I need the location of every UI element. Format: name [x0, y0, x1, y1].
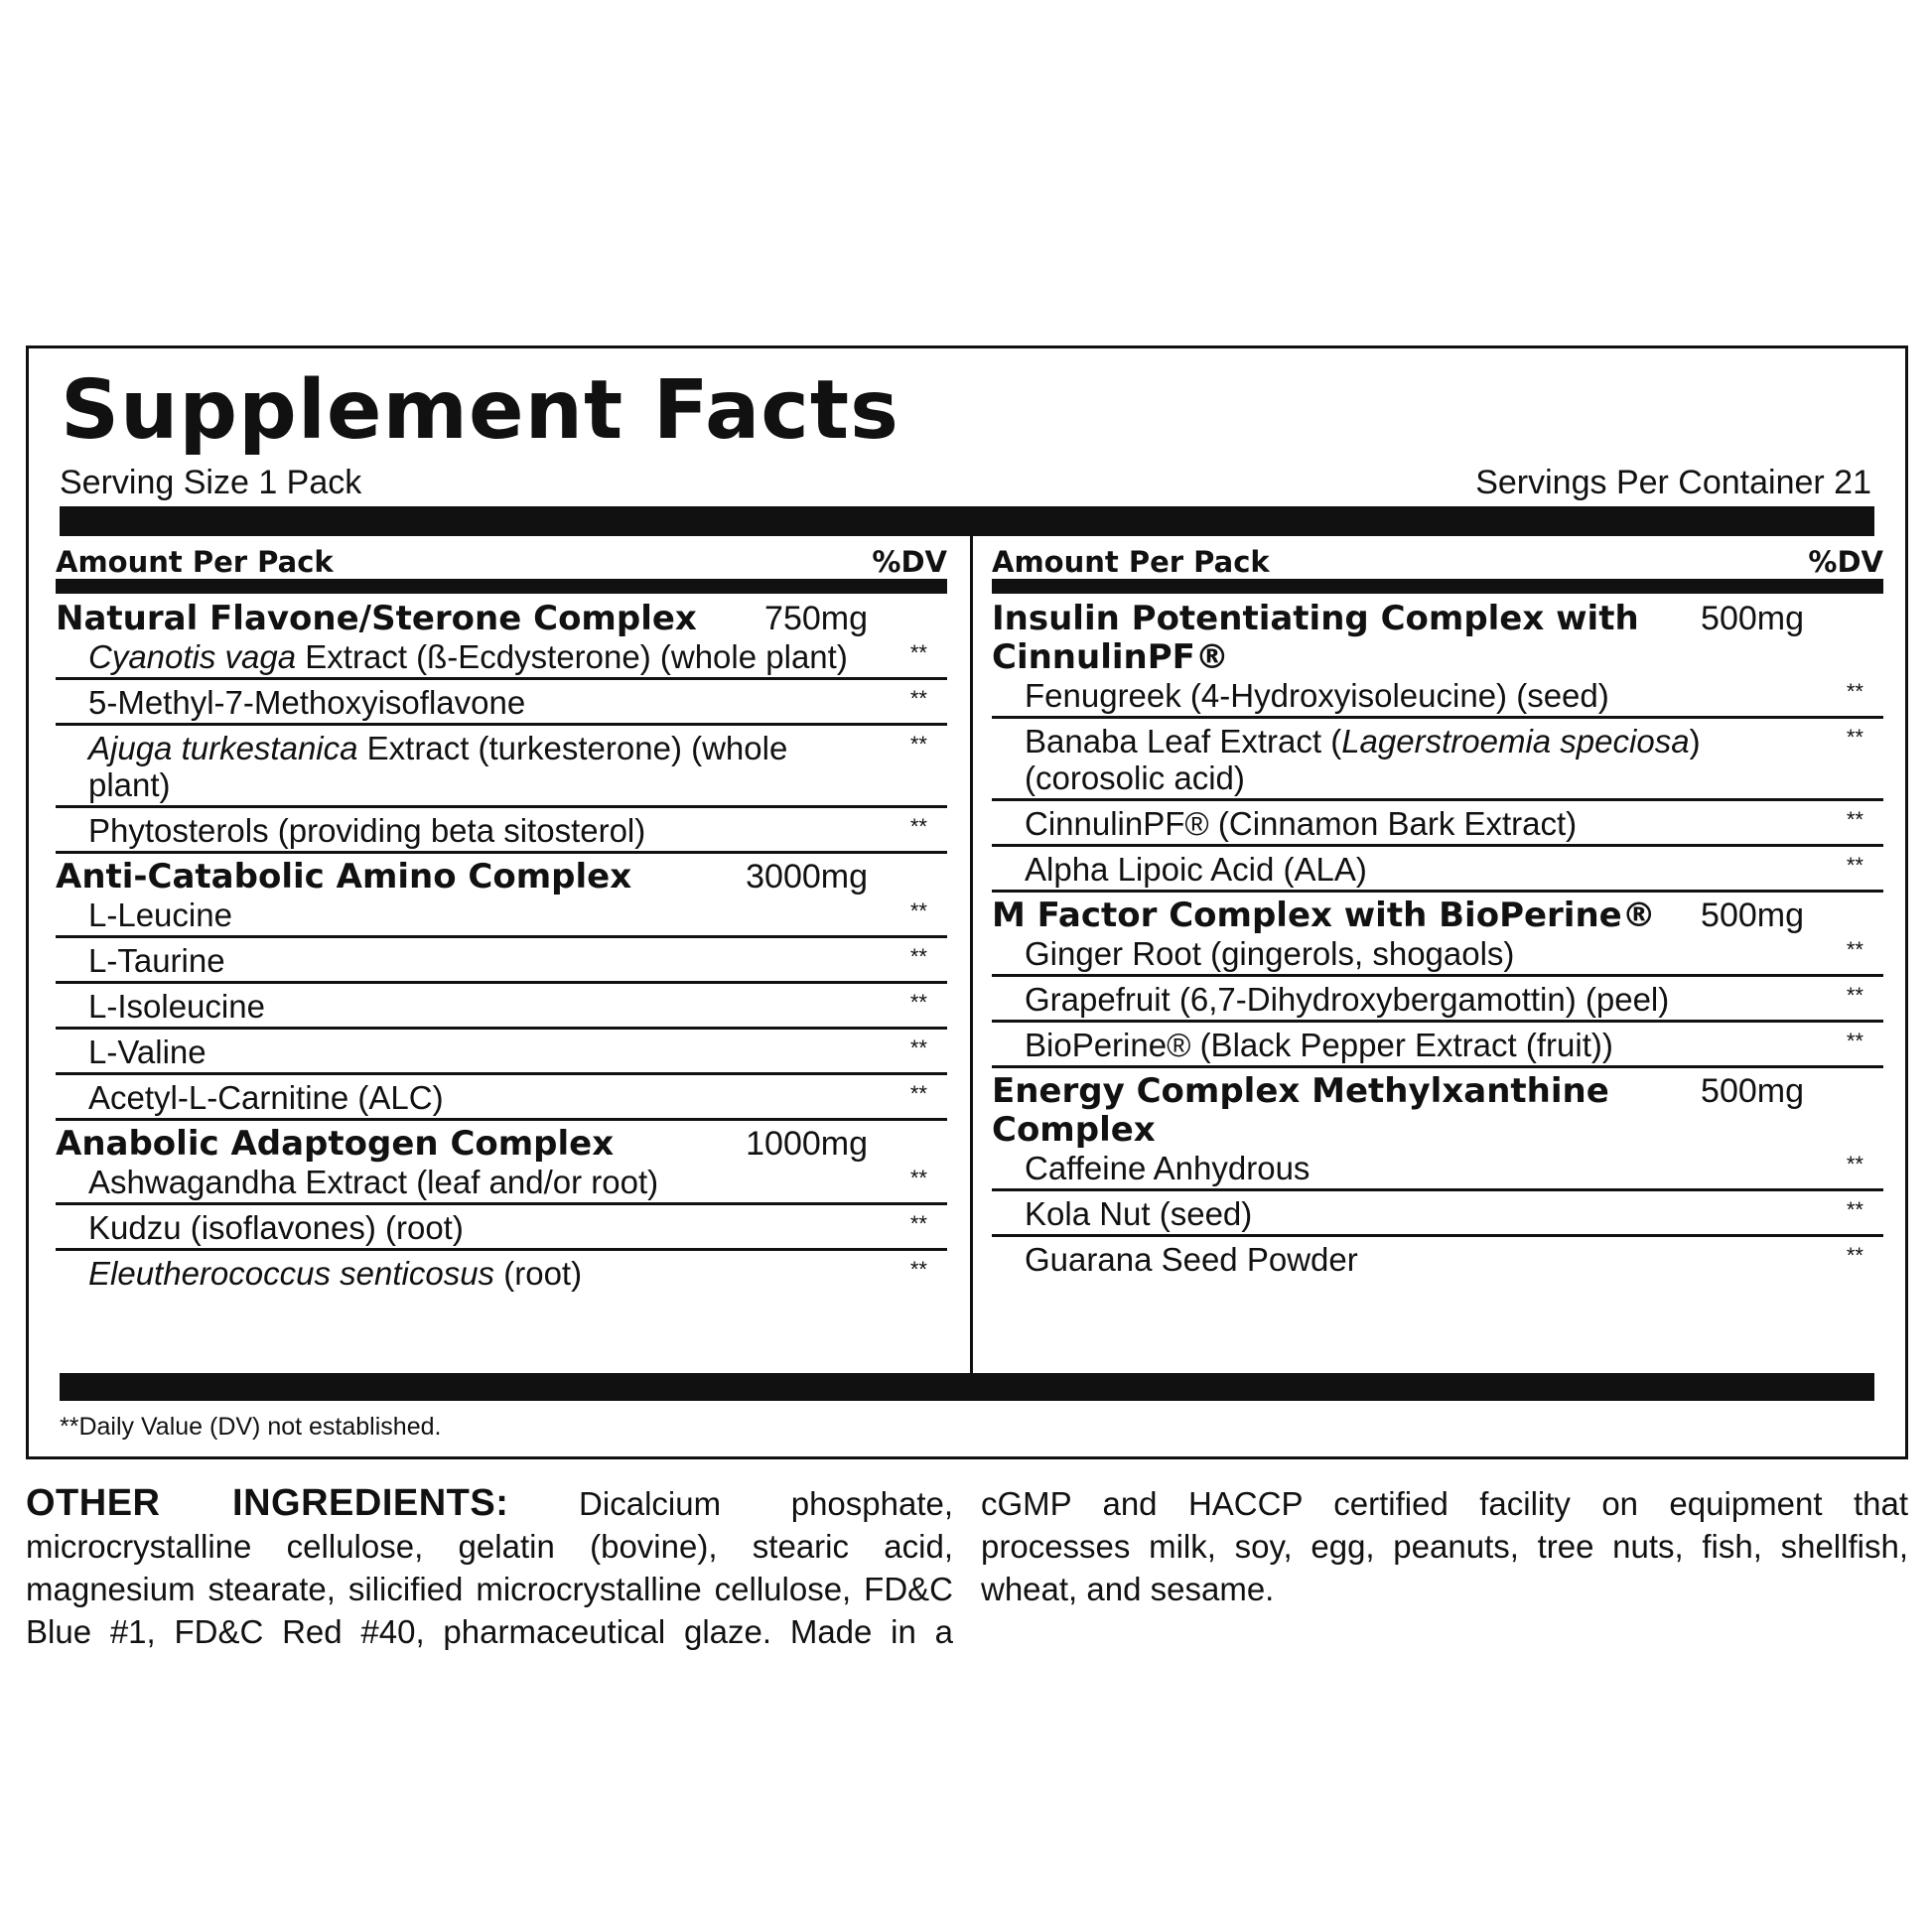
ingredient-name: (root) [494, 1255, 583, 1292]
left-groups [56, 600, 947, 1292]
ingredient-row [56, 638, 947, 680]
ingredient-row [56, 988, 947, 1030]
complex-heading [992, 897, 1883, 935]
ingredient-name: Fenugreek (4-Hydroxyisoleucine) (seed) [1025, 677, 1609, 714]
ingredient-name: Kola Nut (seed) [1025, 1195, 1253, 1232]
ingredient-name: L-Leucine [88, 897, 232, 933]
ingredient-prefix: Banaba Leaf Extract ( [1025, 723, 1342, 759]
dv-not-established-marker: ** [1846, 1029, 1863, 1053]
complex-amount: 500mg [1701, 1072, 1804, 1110]
ingredient-row [992, 981, 1883, 1023]
ingredient-row [992, 851, 1883, 893]
ingredient-row [992, 1027, 1883, 1068]
dv-not-established-marker: ** [1846, 725, 1863, 750]
ingredient-name: L-Valine [88, 1034, 207, 1070]
ingredient-row [56, 1164, 947, 1205]
ingredient-row [992, 935, 1883, 977]
left-column [56, 536, 947, 1292]
ingredient-name: Grapefruit (6,7-Dihydroxybergamottin) (peel) [1025, 981, 1670, 1018]
dv-not-established-marker: ** [909, 898, 927, 923]
dv-not-established-marker: ** [1846, 679, 1863, 704]
complex-heading [56, 1125, 947, 1164]
right-column [992, 536, 1883, 1278]
ingredient-row [992, 677, 1883, 719]
servings-per-container: Servings Per Container 21 [1475, 464, 1871, 501]
dv-not-established-marker: ** [1846, 1152, 1863, 1176]
dv-not-established-marker: ** [909, 1035, 927, 1060]
ingredient-name: Extract (ß-Ecdysterone) (whole plant) [296, 638, 848, 675]
complex-amount: 1000mg [746, 1125, 868, 1163]
dv-footnote: **Daily Value (DV) not established. [60, 1413, 442, 1441]
dv-not-established-marker: ** [909, 1211, 927, 1236]
ingredient-name: Kudzu (isoflavones) (root) [88, 1209, 464, 1246]
ingredient-latin-name: Eleutherococcus senticosus [88, 1255, 495, 1292]
dv-not-established-marker: ** [909, 1257, 927, 1282]
dv-not-established-marker: ** [909, 732, 927, 757]
dv-not-established-marker: ** [1846, 807, 1863, 832]
ingredient-name: Caffeine Anhydrous [1025, 1150, 1311, 1186]
right-column-header [992, 536, 1883, 579]
ingredient-row [56, 812, 947, 854]
ingredient-name: BioPerine® (Black Pepper Extract (fruit)) [1025, 1027, 1613, 1063]
ingredient-name: CinnulinPF® (Cinnamon Bark Extract) [1025, 805, 1578, 842]
ingredient-name: 5-Methyl-7-Methoxyisoflavone [88, 684, 526, 721]
complex-name: Natural Flavone/Sterone Complex [56, 599, 697, 638]
ingredient-name: Acetyl-L-Carnitine (ALC) [88, 1079, 444, 1116]
dv-not-established-marker: ** [1846, 937, 1863, 962]
ingredient-name: Phytosterols (providing beta sitosterol) [88, 812, 646, 849]
ingredient-row [992, 805, 1883, 847]
ingredient-name: L-Isoleucine [88, 988, 265, 1025]
dv-header: %DV [1808, 545, 1883, 579]
dv-not-established-marker: ** [1846, 1197, 1863, 1222]
ingredient-name: Guarana Seed Powder [1025, 1241, 1358, 1278]
ingredient-name: Extract (turkesterone) (whole plant) [88, 730, 788, 803]
ingredient-name: Ginger Root (gingerols, shogaols) [1025, 935, 1515, 972]
ingredient-name: Ashwagandha Extract (leaf and/or root) [88, 1164, 659, 1200]
ingredient-row [56, 730, 947, 808]
ingredient-row [56, 1209, 947, 1251]
complex-name: Anti-Catabolic Amino Complex [56, 857, 632, 897]
complex-heading [56, 600, 947, 638]
serving-size: Serving Size 1 Pack [60, 464, 362, 501]
complex-heading [992, 1072, 1883, 1150]
other-ingredients-text: Dicalcium phosphate, microcrystalline cellulose, gelatin (bovine), stearic acid, magnesium stearate, silicified microcrystalline cellulose, FD&C Blue #1, FD&C Red #40, pharmaceutical glaze. Made in a cGMP and HACCP certified facility on equipment that processes milk, soy, egg, peanuts, tree nuts, fish, shellfish, wheat, and sesame. [26, 1485, 1908, 1650]
ingredient-name: ) (corosolic acid) [1025, 723, 1701, 796]
dv-not-established-marker: ** [909, 640, 927, 665]
panel-title: Supplement Facts [61, 363, 899, 458]
complex-amount: 500mg [1701, 600, 1804, 637]
complex-name: Insulin Potentiating Complex with CinnulinPF® [992, 599, 1639, 677]
left-column-header [56, 536, 947, 579]
column-divider [970, 536, 973, 1373]
supplement-facts-panel [26, 345, 1908, 1459]
ingredient-row [56, 684, 947, 726]
ingredient-row [56, 1079, 947, 1121]
header-rule [56, 579, 947, 594]
ingredient-row [56, 942, 947, 984]
complex-name: Anabolic Adaptogen Complex [56, 1124, 615, 1164]
dv-not-established-marker: ** [1846, 983, 1863, 1008]
dv-not-established-marker: ** [1846, 853, 1863, 878]
other-ingredients [26, 1482, 1908, 1653]
complex-heading [56, 858, 947, 897]
complex-name: Energy Complex Methylxanthine Complex [992, 1071, 1609, 1150]
ingredient-row [56, 897, 947, 938]
complex-amount: 500mg [1701, 897, 1804, 934]
dv-not-established-marker: ** [909, 990, 927, 1015]
dv-not-established-marker: ** [909, 1081, 927, 1106]
complex-heading [992, 600, 1883, 677]
complex-name: M Factor Complex with BioPerine® [992, 896, 1656, 935]
ingredient-name: Alpha Lipoic Acid (ALA) [1025, 851, 1367, 888]
ingredient-row [992, 1241, 1883, 1278]
dv-not-established-marker: ** [909, 686, 927, 711]
ingredient-latin-name: Lagerstroemia speciosa [1341, 723, 1690, 759]
amount-header: Amount Per Pack [56, 545, 334, 579]
ingredient-row [56, 1034, 947, 1075]
ingredient-row [56, 1255, 947, 1292]
ingredient-name: L-Taurine [88, 942, 225, 979]
header-rule [992, 579, 1883, 594]
ingredient-row [992, 1195, 1883, 1237]
ingredient-row [992, 723, 1883, 801]
amount-header: Amount Per Pack [992, 545, 1270, 579]
top-divider-bar [60, 506, 1874, 536]
dv-not-established-marker: ** [909, 944, 927, 969]
dv-not-established-marker: ** [909, 814, 927, 839]
dv-not-established-marker: ** [1846, 1243, 1863, 1268]
other-ingredients-label: OTHER INGREDIENTS: [26, 1482, 509, 1524]
dv-header: %DV [872, 545, 947, 579]
dv-not-established-marker: ** [909, 1166, 927, 1190]
ingredient-row [992, 1150, 1883, 1191]
bottom-divider-bar [60, 1373, 1874, 1401]
right-groups [992, 600, 1883, 1278]
ingredient-latin-name: Ajuga turkestanica [88, 730, 358, 766]
complex-amount: 3000mg [746, 858, 868, 896]
complex-amount: 750mg [764, 600, 868, 637]
ingredient-latin-name: Cyanotis vaga [88, 638, 297, 675]
